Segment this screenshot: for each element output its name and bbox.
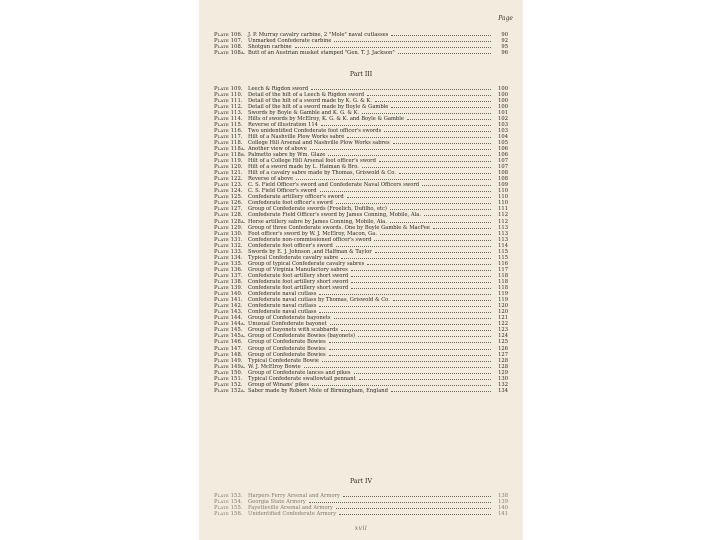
page-number: 124 (498, 333, 508, 340)
dot-leader (375, 248, 491, 253)
plate-title: Hilt of a sword made by L. Haiman & Bro. (248, 164, 359, 171)
dot-leader (393, 297, 491, 302)
dot-leader (347, 194, 491, 199)
plate-number: Plate 115. (214, 121, 243, 128)
plate-title: C. S. Field Officer's sword and Confederate Naval Officers sword (248, 182, 420, 189)
plate-number: Plate 144a. (214, 321, 246, 328)
page-number: 108 (498, 176, 508, 183)
plate-title: Confederate non-commissioned officer's sword (248, 236, 372, 243)
dot-leader (304, 363, 491, 368)
dot-leader (329, 339, 491, 344)
page-number: 100 (498, 85, 508, 92)
plate-number: Plate 132. (214, 242, 243, 249)
plate-title: Group of Confederate Bowies (248, 345, 326, 352)
page-number: 140 (498, 504, 508, 511)
plate-title: Unmarked Confederate carbine (248, 37, 332, 44)
plate-title: Two unidentified Confederate foot officer's swords (248, 127, 382, 134)
plate-list-part-iv (214, 492, 508, 516)
page-number: 101 (498, 109, 508, 116)
plate-number: Plate 151. (214, 375, 243, 382)
book-page (199, 0, 523, 540)
dot-leader (309, 498, 491, 503)
plate-title: W. J. McElroy Bowie (248, 363, 301, 370)
page-number: 126 (498, 345, 508, 352)
plate-list-part-iii (214, 85, 508, 393)
plate-title: Typical Confederate swallowtail pennant (248, 375, 356, 382)
dot-leader (391, 387, 491, 392)
plate-title: Group of Confederate swords (Froelich, Dufilho, etc) (248, 206, 387, 213)
plate-number: Plate 135. (214, 260, 243, 267)
plate-title: Typical Confederate Bowie (248, 357, 319, 364)
plate-title: J. P. Murray cavalry carbine, 2 "Mole" naval cutlasses (248, 31, 389, 38)
plate-number: Plate 110. (214, 91, 243, 98)
dot-leader (351, 266, 491, 271)
plate-number: Plate 107. (214, 37, 243, 44)
page-number: 121 (498, 315, 508, 322)
page-number: 90 (501, 31, 508, 38)
plate-title: Confederate foot officer's sword (248, 200, 333, 207)
plate-number: Plate 128. (214, 212, 243, 219)
plate-entry (214, 49, 508, 55)
dot-leader (391, 103, 491, 108)
plate-title: C. S. Field Officer's sword (248, 188, 317, 195)
plate-number: Plate 125. (214, 194, 243, 201)
plate-title: Hilt of a cavalry sabre made by Thomas, Griswold & Co. (248, 170, 396, 177)
plate-number: Plate 124. (214, 188, 243, 195)
dot-leader (362, 109, 491, 114)
page-number: 114 (498, 242, 508, 249)
dot-leader (362, 164, 491, 169)
plate-number: Plate 106. (214, 31, 243, 38)
dot-leader (334, 37, 491, 42)
dot-leader (391, 31, 491, 36)
dot-leader (319, 291, 491, 296)
plate-title: Detail of the hilt of a sword made by K. G. & K. (248, 97, 372, 104)
dot-leader (319, 309, 491, 314)
dot-leader (336, 504, 491, 509)
plate-title: Foot officer's sword by W. J. McElroy, Macon, Ga. (248, 230, 377, 237)
dot-leader (380, 230, 491, 235)
plate-number: Plate 138. (214, 279, 243, 285)
page-number: 123 (498, 327, 508, 334)
plate-title: Confederate foot officer's sword (248, 242, 333, 249)
dot-leader (367, 260, 491, 265)
plate-title: Swords by E. J. Johnson ,and Halfman & Taylor (248, 248, 372, 255)
plate-title: Confederate naval cutlass (248, 291, 317, 298)
page-number: 132 (498, 381, 508, 388)
page-number: 118 (498, 272, 508, 279)
plate-number: Plate 128a. (214, 218, 246, 225)
plate-number: Plate 129. (214, 224, 243, 231)
plate-title: Group of Confederate Bowies (248, 351, 326, 358)
dot-leader (339, 510, 491, 515)
plate-title: Saber made by Robert Mole of Birmingham, England (248, 387, 388, 394)
dot-leader (351, 285, 491, 290)
plate-title: Group of bayonets with scabbards (248, 327, 339, 334)
dot-leader (354, 369, 491, 374)
plate-title: Horse artillery sabre by James Conning, Mobile, Ala. (248, 218, 387, 225)
page-number: 105 (498, 139, 508, 146)
dot-leader (424, 212, 491, 217)
dot-leader (384, 127, 491, 132)
plate-number: Plate 139. (214, 285, 243, 292)
dot-leader (321, 121, 491, 126)
plate-number: Plate 149a. (214, 363, 246, 370)
plate-number: Plate 141. (214, 297, 243, 304)
plate-title: Butt of an Austrian musket stamped "Gen. T. J. Jackson" (248, 49, 395, 56)
page-number: 115 (498, 254, 508, 261)
page-number: 117 (498, 266, 508, 273)
dot-leader (351, 279, 491, 284)
plate-title: Group of Confederate Bowies (248, 339, 326, 346)
dot-leader (312, 381, 491, 386)
plate-list-top (214, 31, 508, 55)
plate-title: Georgia State Armory (248, 498, 306, 505)
dot-leader (390, 218, 491, 223)
dot-leader (343, 492, 491, 497)
plate-title: Hilts of swords by McElroy, K. G. & K. and Boyle & Gamble (248, 115, 404, 122)
page-number: 106 (498, 145, 508, 152)
plate-number: Plate 147. (214, 345, 243, 352)
dot-leader (328, 152, 491, 157)
plate-number: Plate 119. (214, 158, 243, 165)
page-number: 112 (498, 212, 508, 219)
dot-leader (329, 351, 491, 356)
page-number: 107 (498, 158, 508, 165)
plate-number: Plate 130. (214, 230, 243, 237)
plate-number: Plate 146. (214, 339, 243, 346)
dot-leader (341, 327, 491, 332)
plate-number: Plate 123. (214, 182, 243, 189)
plate-title: Confederate artillery officer's sword (248, 194, 344, 201)
plate-title: Hilt of a College Hill Arsenal foot officer's sword (248, 158, 376, 165)
page-number: 130 (498, 375, 508, 382)
plate-title: Palmetto sabre by Wm. Glaze (248, 152, 326, 159)
page-number: 116 (498, 260, 508, 267)
plate-title: Detail of the hilt of a sword made by Boyle & Gamble (248, 103, 389, 110)
dot-leader (390, 206, 491, 211)
plate-entry (214, 510, 508, 516)
plate-title: Group of Virginia Manufactory sabres (248, 266, 348, 273)
page-number: 102 (498, 115, 508, 122)
part-iii-heading: Part III (349, 71, 373, 78)
dot-leader (319, 303, 491, 308)
plate-number: Plate 120. (214, 164, 243, 171)
dot-leader (336, 242, 491, 247)
plate-number: Plate 153. (214, 492, 243, 499)
page-number: 129 (498, 369, 508, 376)
plate-title: Confederate Field Officer's sword by James Conning, Mobile, Ala. (248, 212, 421, 219)
page-number: 106 (498, 152, 508, 159)
page-number: 103 (498, 121, 508, 128)
plate-number: Plate 155. (214, 504, 243, 511)
dot-leader (310, 145, 491, 150)
plate-title: Unidentified Confederate Armory (248, 510, 337, 517)
plate-number: Plate 136. (214, 266, 243, 273)
page-number: 119 (498, 291, 508, 298)
plate-number: Plate 145a. (214, 333, 246, 340)
plate-title: Confederate foot artillery short sword (248, 272, 349, 279)
plate-title: Harpers Ferry Arsenal and Armory (248, 492, 340, 499)
plate-number: Plate 117. (214, 133, 243, 140)
plate-title: Group of Confederate lances and pikes (248, 369, 351, 376)
page-number: 119 (498, 297, 508, 304)
page-number: 92 (501, 37, 508, 44)
dot-leader (374, 236, 491, 241)
page-number: 100 (498, 97, 508, 104)
plate-number: Plate 152. (214, 381, 243, 388)
page-number: 111 (498, 206, 508, 213)
plate-number: Plate 133. (214, 248, 243, 255)
dot-leader (393, 139, 491, 144)
plate-number: Plate 156. (214, 510, 243, 517)
plate-title: Typical Confederate cavalry sabre (248, 254, 339, 261)
page-number: 110 (498, 200, 508, 207)
page-number: 113 (498, 224, 508, 231)
dot-leader (422, 182, 491, 187)
plate-number: Plate 109. (214, 85, 243, 92)
dot-leader (398, 49, 491, 54)
dot-leader (320, 188, 491, 193)
plate-number: Plate 118a. (214, 145, 246, 152)
plate-number: Plate 127. (214, 206, 243, 213)
plate-number: Plate 112. (214, 103, 243, 110)
plate-number: Plate 111. (214, 97, 243, 104)
page-folio: xvii (354, 525, 368, 532)
page-number: 141 (498, 510, 508, 517)
plate-title: Hilt of a Nashville Plow Works sabre (248, 133, 345, 140)
page-number: 128 (498, 363, 508, 370)
dot-leader (311, 85, 491, 90)
dot-leader (379, 158, 491, 163)
plate-number: Plate 113. (214, 109, 243, 116)
part-iv-heading: Part IV (350, 478, 372, 485)
dot-leader (399, 170, 491, 175)
page-number: 107 (498, 164, 508, 171)
dot-leader (336, 200, 491, 205)
plate-number: Plate 121. (214, 170, 243, 177)
plate-number: Plate 144. (214, 315, 243, 322)
plate-number: Plate 118. (214, 139, 243, 146)
page-number: 95 (501, 43, 508, 50)
dot-leader (375, 97, 491, 102)
plate-number: Plate 150. (214, 369, 243, 376)
plate-title: Unusual Confederate bayonet (248, 321, 327, 328)
plate-number: Plate 131. (214, 236, 243, 243)
page-number: 128 (498, 357, 508, 364)
dot-leader (296, 176, 491, 181)
plate-title: Another view of above (248, 145, 307, 152)
page-number: 127 (498, 351, 508, 358)
plate-title: Detail of the hilt of a Leech & Rigdon sword (248, 91, 365, 98)
plate-number: Plate 134. (214, 254, 243, 261)
page-number: 139 (498, 498, 508, 505)
plate-title: Confederate naval cutlass (248, 303, 317, 310)
plate-number: Plate 148. (214, 351, 243, 358)
plate-title: Group of Winans' pikes (248, 381, 310, 388)
plate-title: Group of Confederate Bowies (bayonets) (248, 333, 356, 340)
page-number: 112 (498, 218, 508, 225)
plate-title: Shotgun carbine (248, 43, 292, 50)
plate-number: Plate 142. (214, 303, 243, 310)
dot-leader (341, 254, 491, 259)
plate-number: Plate 140. (214, 291, 243, 298)
page-number: 118 (498, 279, 508, 285)
dot-leader (367, 91, 491, 96)
dot-leader (407, 115, 491, 120)
plate-number: Plate 154. (214, 498, 243, 505)
page-number: 96 (501, 49, 508, 56)
page-column-label: Page (498, 15, 513, 22)
page-number: 118 (498, 285, 508, 292)
plate-title: Group of typical Confederate cavalry sabres (248, 260, 365, 267)
plate-title: Confederate foot artillery short sword (248, 279, 349, 285)
plate-title: Swords by Boyle & Gamble and K. G. & K. (248, 109, 360, 116)
plate-title: Leech & Rigdon sword (248, 85, 309, 92)
dot-leader (329, 345, 491, 350)
plate-title: Confederate naval cutlass (248, 309, 317, 316)
dot-leader (295, 43, 491, 48)
page-number: 120 (498, 303, 508, 310)
plate-number: Plate 137. (214, 272, 243, 279)
plate-number: Plate 122. (214, 176, 243, 183)
plate-number: Plate 114. (214, 115, 243, 122)
plate-title: Group of Confederate bayonets (248, 315, 331, 322)
page-number: 104 (498, 133, 508, 140)
plate-number: Plate 126. (214, 200, 243, 207)
plate-number: Plate 152a. (214, 387, 246, 394)
page-number: 120 (498, 309, 508, 316)
plate-title: Confederate naval cutlass by Thomas, Griswold & Co. (248, 297, 390, 304)
plate-number: Plate 108a. (214, 49, 246, 56)
dot-leader (359, 375, 491, 380)
page-number: 109 (498, 182, 508, 189)
page-number: 113 (498, 230, 508, 237)
plate-number: Plate 108. (214, 43, 243, 50)
dot-leader (330, 321, 491, 326)
plate-title: College Hill Arsenal and Nashville Plow Works sabres (248, 139, 390, 146)
plate-title: Group of three Confederate swords. One by Boyle Gamble & MacFee (248, 224, 430, 231)
page-number: 100 (498, 91, 508, 98)
plate-title: Reverse of above (248, 176, 294, 183)
plate-number: Plate 116. (214, 127, 243, 134)
plate-title: Confederate foot artillery short sword (248, 285, 349, 292)
plate-number: Plate 143. (214, 309, 243, 316)
page-number: 103 (498, 127, 508, 134)
plate-number: Plate 149. (214, 357, 243, 364)
plate-entry (214, 387, 508, 393)
plate-title: Fayetteville Arsenal and Armory (248, 504, 333, 511)
page-number: 110 (498, 188, 508, 195)
dot-leader (322, 357, 491, 362)
plate-number: Plate 118b. (214, 152, 246, 159)
plate-number: Plate 145. (214, 327, 243, 334)
page-number: 108 (498, 170, 508, 177)
page-number: 110 (498, 194, 508, 201)
dot-leader (351, 272, 491, 277)
page-number: 115 (498, 248, 508, 255)
page-number: 122 (498, 321, 508, 328)
plate-title: Reverse of illustration 114 (248, 121, 318, 128)
dot-leader (433, 224, 491, 229)
dot-leader (347, 133, 491, 138)
dot-leader (358, 333, 491, 338)
page-number: 100 (498, 103, 508, 110)
page-number: 138 (498, 492, 508, 499)
page-number: 134 (498, 387, 508, 394)
page-number: 125 (498, 339, 508, 346)
dot-leader (334, 315, 491, 320)
page-number: 113 (498, 236, 508, 243)
